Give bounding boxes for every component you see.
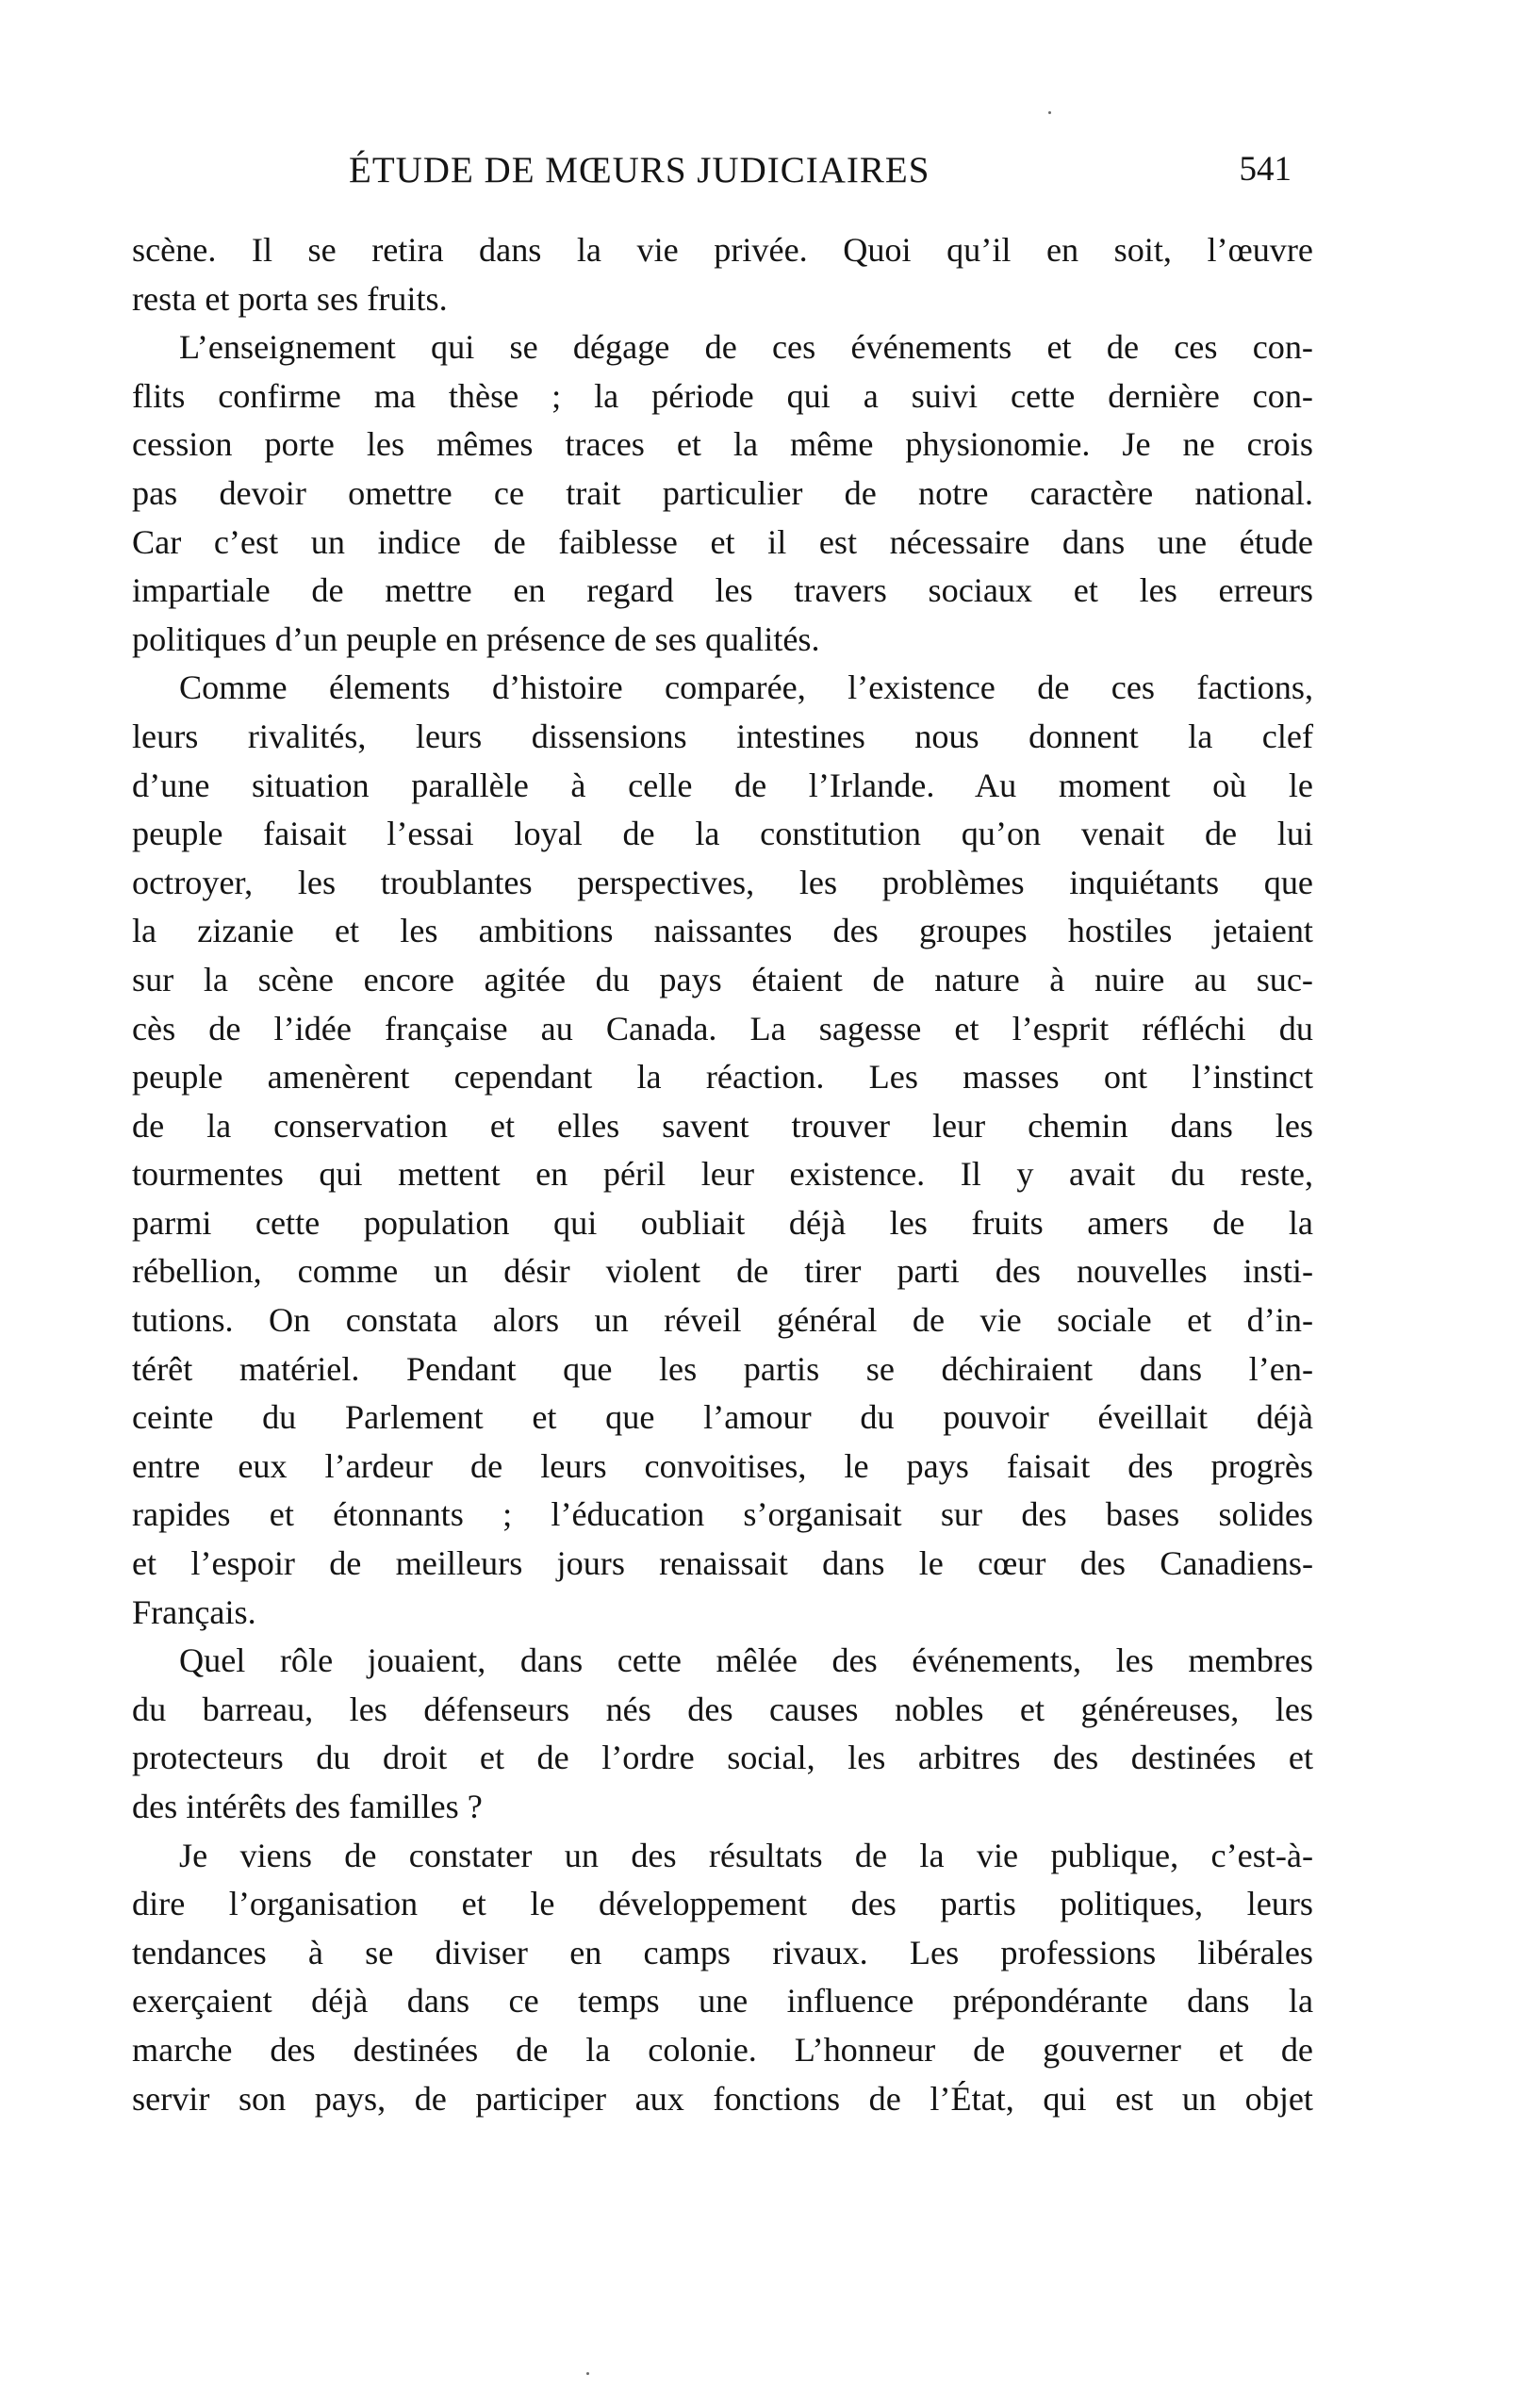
- text-line: Français.: [132, 1592, 256, 1631]
- text-line: rébellion, comme un désir violent de tirer parti des nouvelles insti-: [132, 1252, 1313, 1291]
- text-line: d’une situation parallèle à celle de l’Irlande. Au moment où le: [132, 766, 1313, 804]
- text-line: pas devoir omettre ce trait particulier de notre caractère national.: [132, 473, 1313, 512]
- paragraph: [132, 1832, 1313, 2124]
- text-line: parmi cette population qui oubliait déjà les fruits amers de la: [132, 1203, 1313, 1242]
- text-line: du barreau, les défenseurs nés des causes nobles et généreuses, les: [132, 1690, 1313, 1728]
- text-line: ceinte du Parlement et que l’amour du pouvoir éveillait déjà: [132, 1398, 1313, 1437]
- text-line: resta et porta ses fruits.: [132, 279, 448, 318]
- text-line: peuple faisait l’essai loyal de la constitution qu’on venait de lui: [132, 815, 1313, 853]
- text-line: Je viens de constater un des résultats de la vie publique, c’est-à-: [179, 1836, 1313, 1874]
- text-line: L’enseignement qui se dégage de ces événements et de ces con-: [179, 328, 1313, 367]
- text-line: dire l’organisation et le développement des partis politiques, leurs: [132, 1885, 1313, 1923]
- paragraph: [132, 323, 1313, 664]
- scan-speck: [586, 2372, 589, 2375]
- text-line: Quel rôle jouaient, dans cette mêlée des événements, les membres: [179, 1641, 1313, 1680]
- text-line: scène. Il se retira dans la vie privée. Quoi qu’il en soit, l’œuvre: [132, 231, 1313, 269]
- paragraph: [132, 226, 1313, 323]
- text-line: leurs rivalités, leurs dissensions intestines nous donnent la clef: [132, 717, 1313, 755]
- scan-speck: [1048, 111, 1051, 114]
- page-number: 541: [1239, 150, 1292, 189]
- text-line: peuple amenèrent cependant la réaction. Les masses ont l’instinct: [132, 1058, 1313, 1097]
- body-text: [132, 226, 1313, 2123]
- text-line: de la conservation et elles savent trouver leur chemin dans les: [132, 1106, 1313, 1145]
- text-line: impartiale de mettre en regard les travers sociaux et les erreurs: [132, 571, 1313, 610]
- text-line: Car c’est un indice de faiblesse et il est nécessaire dans une étude: [132, 522, 1313, 561]
- text-line: protecteurs du droit et de l’ordre social, les arbitres des destinées et: [132, 1739, 1313, 1777]
- text-line: octroyer, les troublantes perspectives, les problèmes inquiétants que: [132, 863, 1313, 901]
- text-line: tendances à se diviser en camps rivaux. Les professions libérales: [132, 1933, 1313, 1971]
- text-line: entre eux l’ardeur de leurs convoitises, le pays faisait des progrès: [132, 1446, 1313, 1485]
- text-line: des intérêts des familles ?: [132, 1788, 483, 1825]
- text-line: exerçaient déjà dans ce temps une influence prépondérante dans la: [132, 1982, 1313, 2020]
- text-line: tutions. On constata alors un réveil général de vie sociale et d’in-: [132, 1301, 1313, 1340]
- text-line: flits confirme ma thèse ; la période qui a suivi cette dernière con-: [132, 376, 1313, 415]
- text-line: tourmentes qui mettent en péril leur existence. Il y avait du reste,: [132, 1155, 1313, 1194]
- running-title: ÉTUDE DE MŒURS JUDICIAIRES: [349, 150, 930, 190]
- paragraph: [132, 1637, 1313, 1831]
- text-line: et l’espoir de meilleurs jours renaissait dans le cœur des Canadiens-: [132, 1544, 1313, 1583]
- text-line: marche des destinées de la colonie. L’honneur de gouverner et de: [132, 2030, 1313, 2069]
- text-line: térêt matériel. Pendant que les partis se déchiraient dans l’en-: [132, 1349, 1313, 1388]
- paragraph: [132, 664, 1313, 1637]
- text-line: cession porte les mêmes traces et la même physionomie. Je ne crois: [132, 425, 1313, 464]
- text-line: rapides et étonnants ; l’éducation s’organisait sur des bases solides: [132, 1495, 1313, 1534]
- text-line: politiques d’un peuple en présence de ses qualités.: [132, 619, 820, 658]
- text-line: Comme élements d’histoire comparée, l’existence de ces factions,: [179, 668, 1313, 707]
- text-line: cès de l’idée française au Canada. La sagesse et l’esprit réfléchi du: [132, 1009, 1313, 1047]
- text-line: la zizanie et les ambitions naissantes des groupes hostiles jetaient: [132, 912, 1313, 950]
- text-line: sur la scène encore agitée du pays étaient de nature à nuire au suc-: [132, 960, 1313, 998]
- page-header: [349, 149, 1292, 196]
- text-line: servir son pays, de participer aux fonctions de l’État, qui est un objet: [132, 2079, 1313, 2118]
